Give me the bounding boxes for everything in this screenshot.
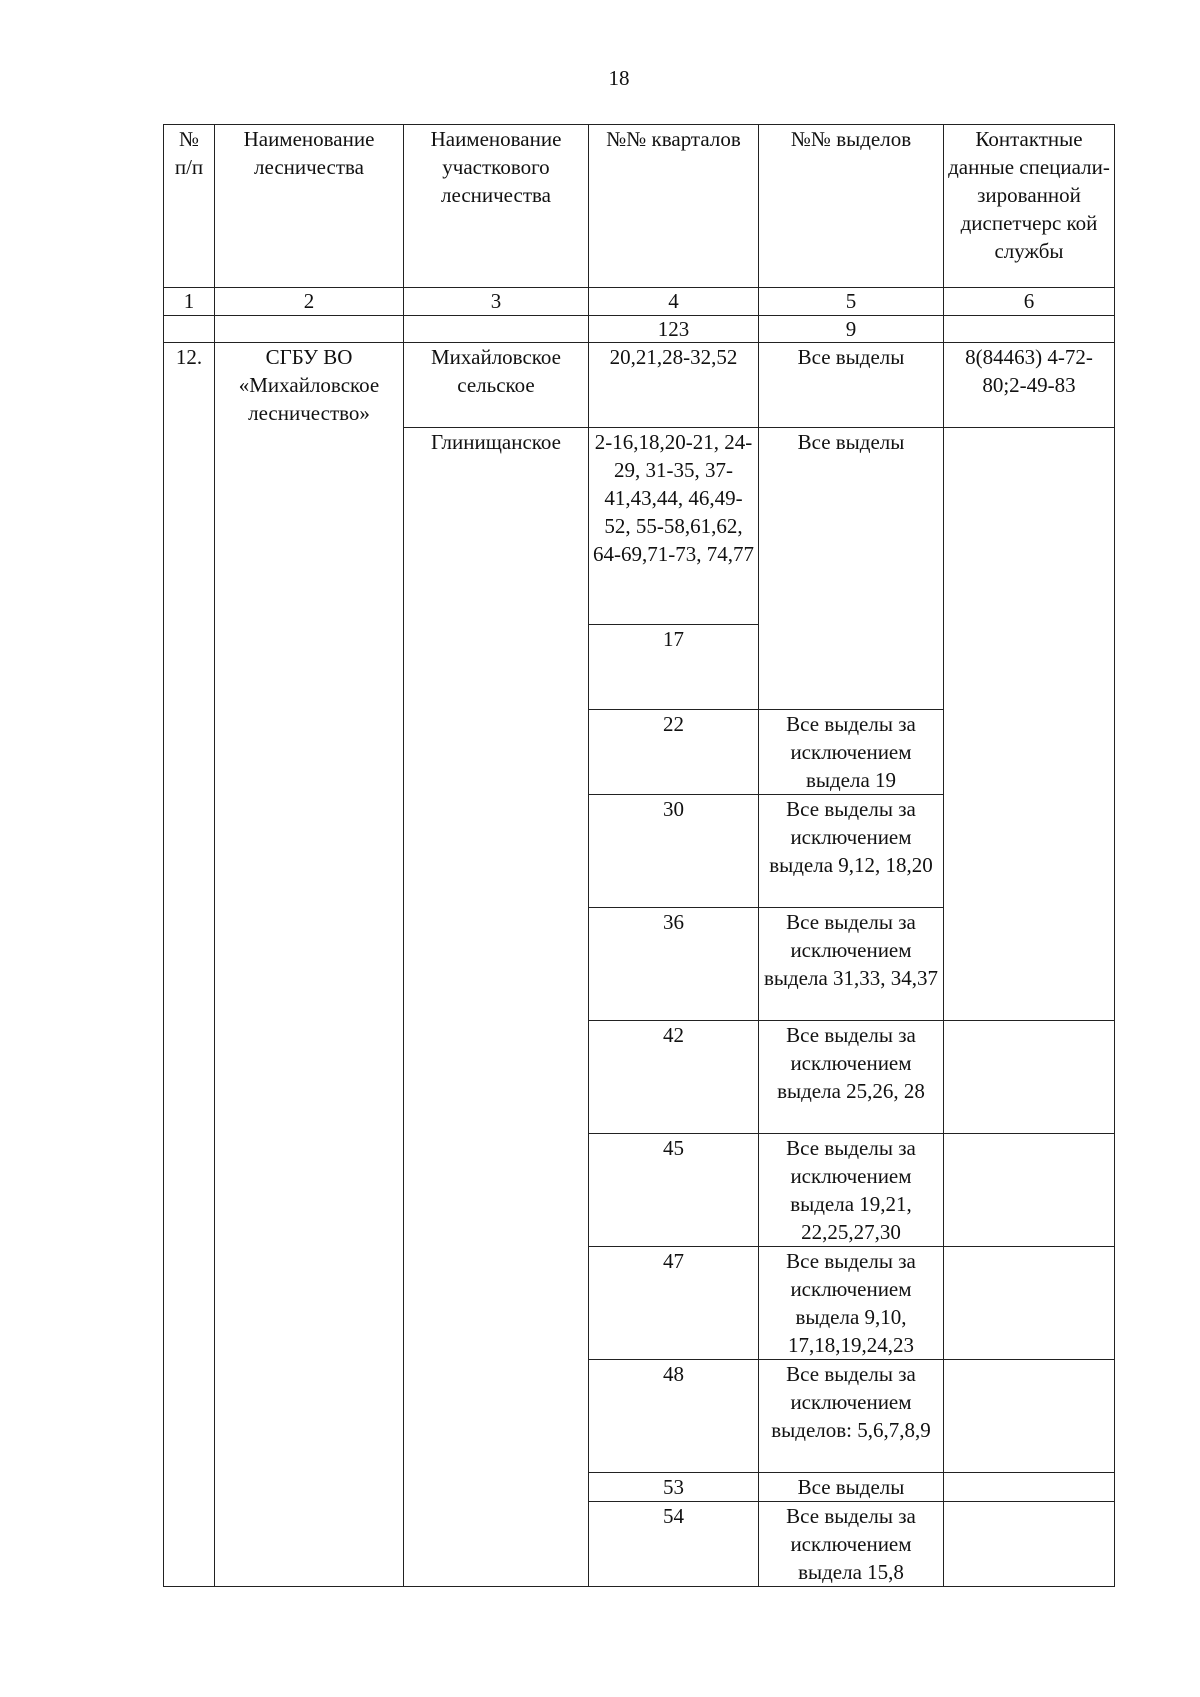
plots-cell: Все выделы за исключением выдела 25,26, 28: [759, 1021, 944, 1134]
totals-cell: [164, 316, 215, 343]
forestry-name: СГБУ ВО «Михайловское лесничество»: [215, 343, 404, 1587]
header-plots: №№ выделов: [759, 125, 944, 288]
sub-forestry-name: Михайловское сельское: [404, 343, 589, 428]
entry-number-continued: [164, 1021, 215, 1587]
header-contacts: Контактные данные специали-зированной диспетчерс кой службы: [944, 125, 1115, 288]
quarters-cell: 54: [589, 1502, 759, 1587]
plots-cell: Все выделы за исключением выдела 9,10, 17,18,19,24,23: [759, 1247, 944, 1360]
contact-cell: [944, 1473, 1115, 1502]
quarters-cell: 47: [589, 1247, 759, 1360]
column-number: 3: [404, 288, 589, 316]
contact-cell: [944, 1247, 1115, 1360]
quarters-cell: 22: [589, 710, 759, 795]
plots-cell: Все выделы за исключением выдела 9,12, 18,20: [759, 795, 944, 908]
contact-cell: [944, 1502, 1115, 1587]
quarters-cell: 30: [589, 795, 759, 908]
contact-cell: [944, 1360, 1115, 1473]
contact-cell: 8(84463) 4-72-80;2-49-83: [944, 343, 1115, 428]
column-number: 5: [759, 288, 944, 316]
contact-cell: [944, 1021, 1115, 1134]
plots-cell: Все выделы за исключением выдела 31,33, 34,37: [759, 908, 944, 1021]
plots-cell: Все выделы за исключением выдела 19,21, 22,25,27,30: [759, 1134, 944, 1247]
totals-cell: [404, 316, 589, 343]
plots-cell: Все выделы: [759, 343, 944, 428]
column-numbers-row: [164, 288, 1115, 316]
column-number: 6: [944, 288, 1115, 316]
page-number: 18: [608, 66, 630, 90]
column-number: 1: [164, 288, 215, 316]
column-number: 4: [589, 288, 759, 316]
sub-forestry-name: Глинищанское: [404, 428, 589, 1587]
quarters-cell: 20,21,28-32,52: [589, 343, 759, 428]
contact-cell: [944, 1134, 1115, 1247]
totals-cell: [215, 316, 404, 343]
table-row: [164, 343, 1115, 428]
plots-cell: Все выделы: [759, 1473, 944, 1502]
header-sub-forestry: Наименование участкового лесничества: [404, 125, 589, 288]
totals-quarters: 123: [589, 316, 759, 343]
plots-cell: Все выделы: [759, 428, 944, 710]
quarters-cell: 17: [589, 625, 759, 710]
quarters-cell: 48: [589, 1360, 759, 1473]
entry-number: 12.: [164, 343, 215, 1021]
quarters-cell: 36: [589, 908, 759, 1021]
contact-cell: [944, 428, 1115, 1021]
plots-cell: Все выделы за исключением выдела 15,8: [759, 1502, 944, 1587]
totals-row: [164, 316, 1115, 343]
quarters-cell: 2-16,18,20-21, 24-29, 31-35, 37-41,43,44, 46,49-52, 55-58,61,62, 64-69,71-73, 74,77: [589, 428, 759, 625]
quarters-cell: 53: [589, 1473, 759, 1502]
quarters-cell: 42: [589, 1021, 759, 1134]
column-number: 2: [215, 288, 404, 316]
totals-plots: 9: [759, 316, 944, 343]
header-forestry: Наименование лесничества: [215, 125, 404, 288]
plots-cell: Все выделы за исключением выдела 19: [759, 710, 944, 795]
header-quarters: №№ кварталов: [589, 125, 759, 288]
totals-cell: [944, 316, 1115, 343]
quarters-cell: 45: [589, 1134, 759, 1247]
header-number: № п/п: [164, 125, 215, 288]
header-row: [164, 125, 1115, 288]
plots-cell: Все выделы за исключением выделов: 5,6,7,8,9: [759, 1360, 944, 1473]
forestry-table: [163, 124, 1115, 1587]
